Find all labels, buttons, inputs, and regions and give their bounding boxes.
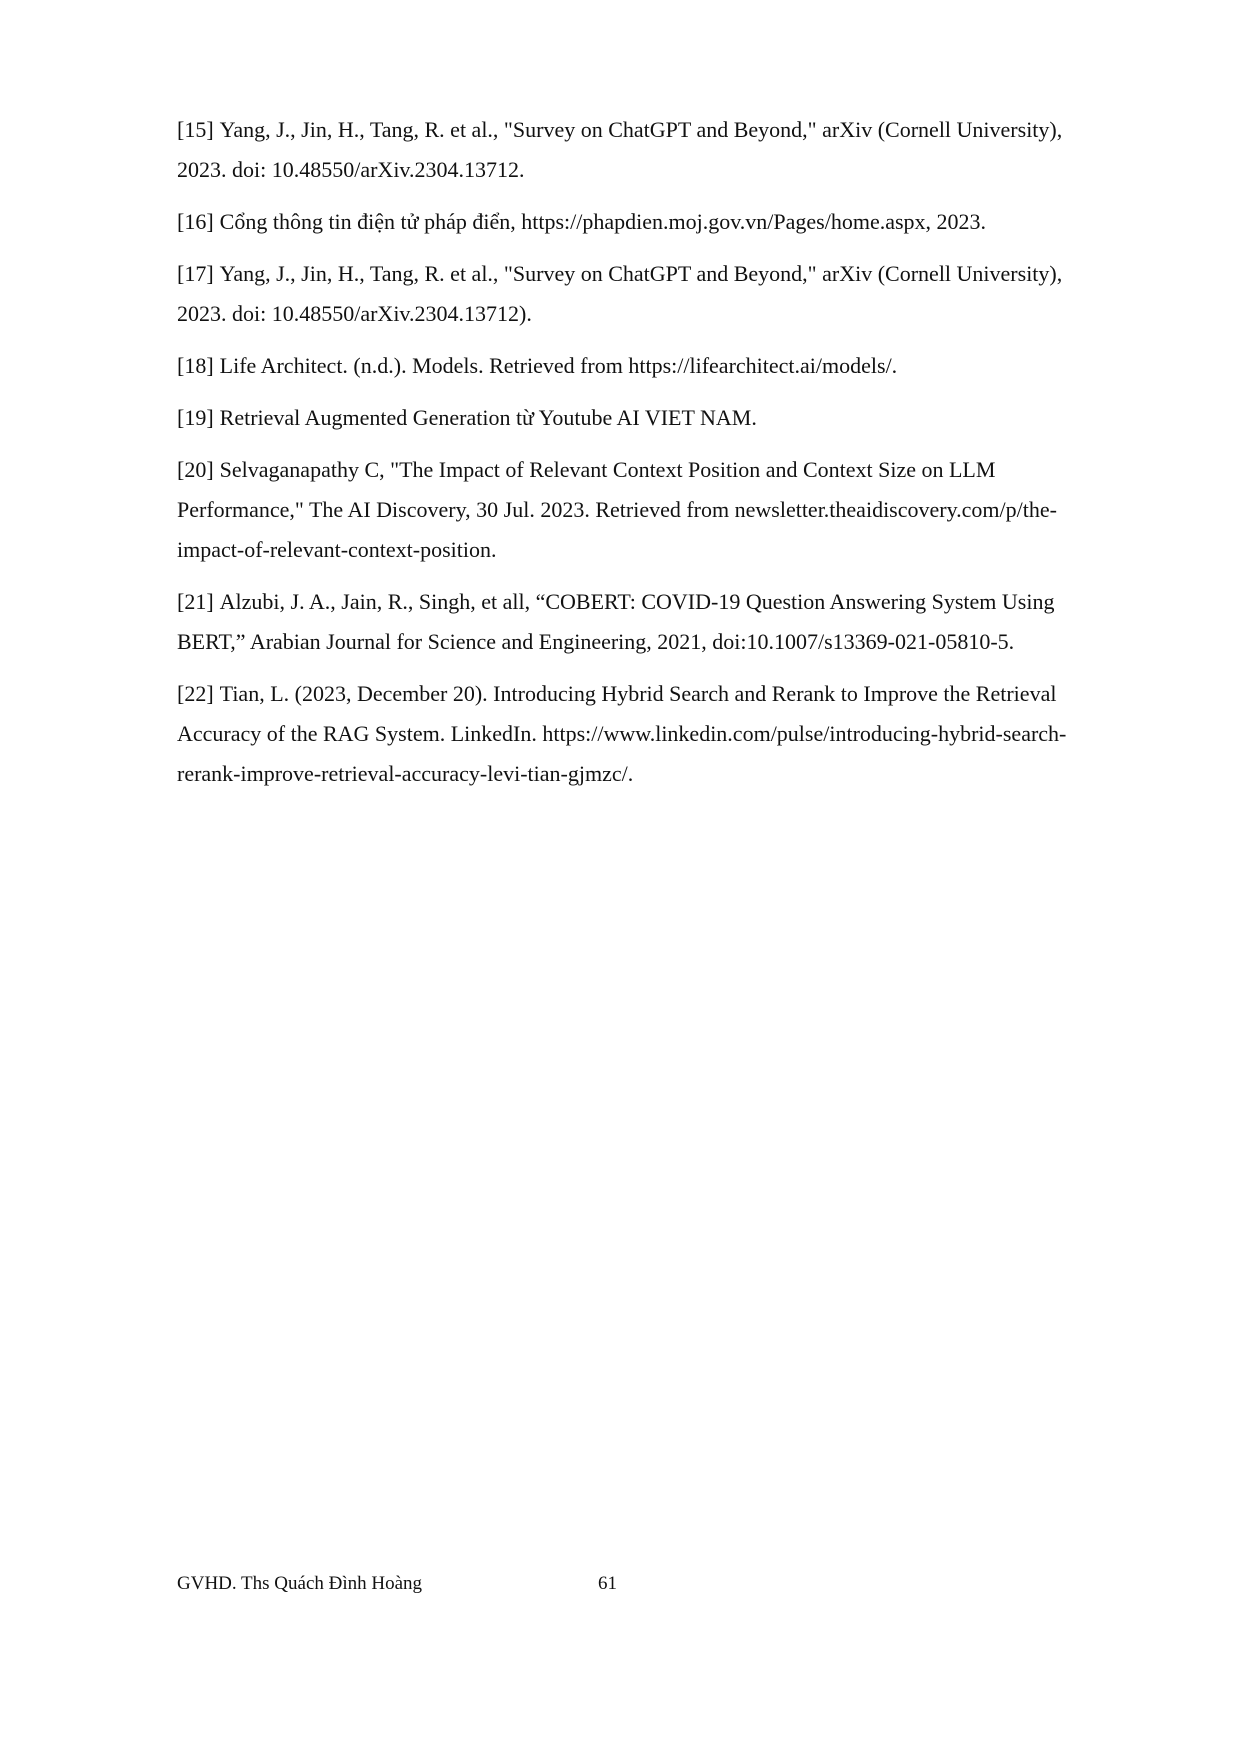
reference-text: Yang, J., Jin, H., Tang, R. et al., "Survey on ChatGPT and Beyond," arXiv (Cornell University), 2023. doi: 10.48550/arXiv.2304.13712. [177,117,1063,182]
reference-item [177,110,1112,190]
page-number: 61 [598,1573,617,1594]
reference-item [177,346,1112,386]
reference-item [177,254,1112,334]
reference-item [177,202,1112,242]
reference-text: Cổng thông tin điện tử pháp điển, https://phapdien.moj.gov.vn/Pages/home.aspx, 2023. [219,209,987,234]
reference-item [177,582,1112,662]
reference-text: Selvaganapathy C, "The Impact of Relevant Context Position and Context Size on LLM Performance," The AI Discovery, 30 Jul. 2023. Retrieved from newsletter.theaidiscovery.com/p/the-impact-of-relevant-context-position. [177,457,1057,562]
reference-number: [15] [177,117,214,142]
reference-text: Life Architect. (n.d.). Models. Retrieved from https://lifearchitect.ai/models/. [219,353,898,378]
reference-number: [17] [177,261,214,286]
reference-item [177,450,1112,570]
reference-text: Yang, J., Jin, H., Tang, R. et al., "Survey on ChatGPT and Beyond," arXiv (Cornell University), 2023. doi: 10.48550/arXiv.2304.13712). [177,261,1063,326]
reference-number: [19] [177,405,214,430]
reference-item [177,398,1112,438]
reference-list [177,110,1112,806]
reference-item [177,674,1112,794]
reference-text: Tian, L. (2023, December 20). Introducing Hybrid Search and Rerank to Improve the Retrieval Accuracy of the RAG System. LinkedIn. https://www.linkedin.com/pulse/introducing-hybrid-search-rerank-improve-retrieval-accuracy-levi-tian-gjmzc/. [177,681,1067,786]
reference-number: [21] [177,589,214,614]
reference-number: [16] [177,209,214,234]
reference-number: [22] [177,681,214,706]
footer-advisor: GVHD. Ths Quách Đình Hoàng [177,1573,423,1594]
reference-number: [20] [177,457,214,482]
reference-number: [18] [177,353,214,378]
reference-text: Alzubi, J. A., Jain, R., Singh, et all, “COBERT: COVID-19 Question Answering System Using BERT,” Arabian Journal for Science and Engineering, 2021, doi:10.1007/s13369-021-05810-5. [177,589,1055,654]
reference-text: Retrieval Augmented Generation từ Youtube AI VIET NAM. [219,405,757,430]
